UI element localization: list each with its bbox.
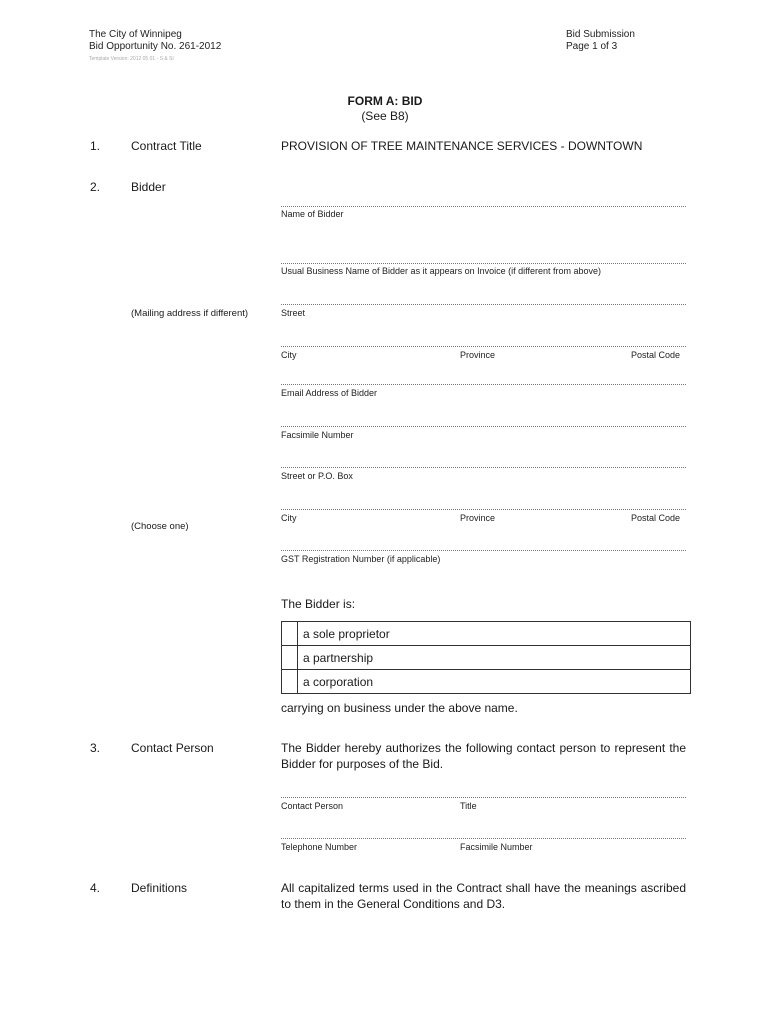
bidder-type-label: a partnership xyxy=(298,646,691,670)
section-1-label: Contract Title xyxy=(131,139,202,153)
email-line[interactable] xyxy=(281,384,686,385)
gst-line[interactable] xyxy=(281,550,686,551)
contact-person-caption: Contact Person xyxy=(281,801,344,811)
postal-code-caption: Postal Code xyxy=(631,350,681,360)
gst-caption: GST Registration Number (if applicable) xyxy=(281,554,441,564)
bidder-type-checkbox[interactable] xyxy=(282,670,298,694)
bidder-type-checkbox[interactable] xyxy=(282,646,298,670)
contract-title-value: PROVISION OF TREE MAINTENANCE SERVICES - DOWNTOWN xyxy=(281,139,643,153)
bidder-type-checkbox[interactable] xyxy=(282,622,298,646)
contact-fax-caption: Facsimile Number xyxy=(460,842,533,852)
name-of-bidder-caption: Name of Bidder xyxy=(281,209,344,219)
street-po-line[interactable] xyxy=(281,467,686,468)
bidder-is-heading: The Bidder is: xyxy=(281,597,356,611)
section-2-number: 2. xyxy=(90,180,101,194)
province-caption: Province xyxy=(460,350,496,360)
city-caption-2: City xyxy=(281,513,297,523)
header-submission: Bid Submission xyxy=(566,29,635,40)
header-page-number: Page 1 of 3 xyxy=(566,41,618,52)
postal-code-caption-2: Postal Code xyxy=(631,513,681,523)
bidder-type-row[interactable] xyxy=(282,646,691,670)
street-caption: Street xyxy=(281,308,306,318)
bidder-type-table xyxy=(281,621,691,694)
section-3-label: Contact Person xyxy=(131,741,214,755)
city-province-postal-line-2[interactable] xyxy=(281,509,686,510)
bidder-type-label: a corporation xyxy=(298,670,691,694)
header-org: The City of Winnipeg xyxy=(89,29,182,40)
email-caption: Email Address of Bidder xyxy=(281,388,378,398)
telephone-fax-line[interactable] xyxy=(281,838,686,839)
telephone-caption: Telephone Number xyxy=(281,842,358,852)
contact-person-line[interactable] xyxy=(281,797,686,798)
section-4-text: All capitalized terms used in the Contract shall have the meanings ascribed to them in the General Conditions and D3. xyxy=(281,881,686,911)
section-4-number: 4. xyxy=(90,881,101,895)
name-of-bidder-line[interactable] xyxy=(281,206,686,207)
section-1-number: 1. xyxy=(90,139,101,153)
section-3-text: The Bidder hereby authorizes the following contact person to represent the Bidder for purposes of the Bid. xyxy=(281,741,686,771)
fax-line[interactable] xyxy=(281,426,686,427)
bidder-type-label: a sole proprietor xyxy=(298,622,691,646)
bidder-type-row[interactable] xyxy=(282,670,691,694)
section-3-number: 3. xyxy=(90,741,101,755)
header-bid-number: Bid Opportunity No. 261-2012 xyxy=(89,41,222,52)
business-name-line[interactable] xyxy=(281,263,686,264)
contact-title-caption: Title xyxy=(460,801,477,811)
business-name-caption: Usual Business Name of Bidder as it appears on Invoice (if different from above) xyxy=(281,266,601,276)
header-template-version: Template Version: 2012 05 01 - S & SI xyxy=(89,56,174,62)
province-caption-2: Province xyxy=(460,513,496,523)
choose-one-note: (Choose one) xyxy=(131,521,189,532)
fax-caption: Facsimile Number xyxy=(281,430,354,440)
form-subtitle: (See B8) xyxy=(361,109,409,123)
city-province-postal-line[interactable] xyxy=(281,346,686,347)
street-line[interactable] xyxy=(281,304,686,305)
bidder-type-row[interactable] xyxy=(282,622,691,646)
section-2-label: Bidder xyxy=(131,180,166,194)
mailing-address-note: (Mailing address if different) xyxy=(131,308,249,319)
bidder-is-footer: carrying on business under the above name. xyxy=(281,701,518,715)
section-4-label: Definitions xyxy=(131,881,188,895)
street-po-caption: Street or P.O. Box xyxy=(281,471,353,481)
form-title: FORM A: BID xyxy=(347,94,423,108)
city-caption: City xyxy=(281,350,297,360)
